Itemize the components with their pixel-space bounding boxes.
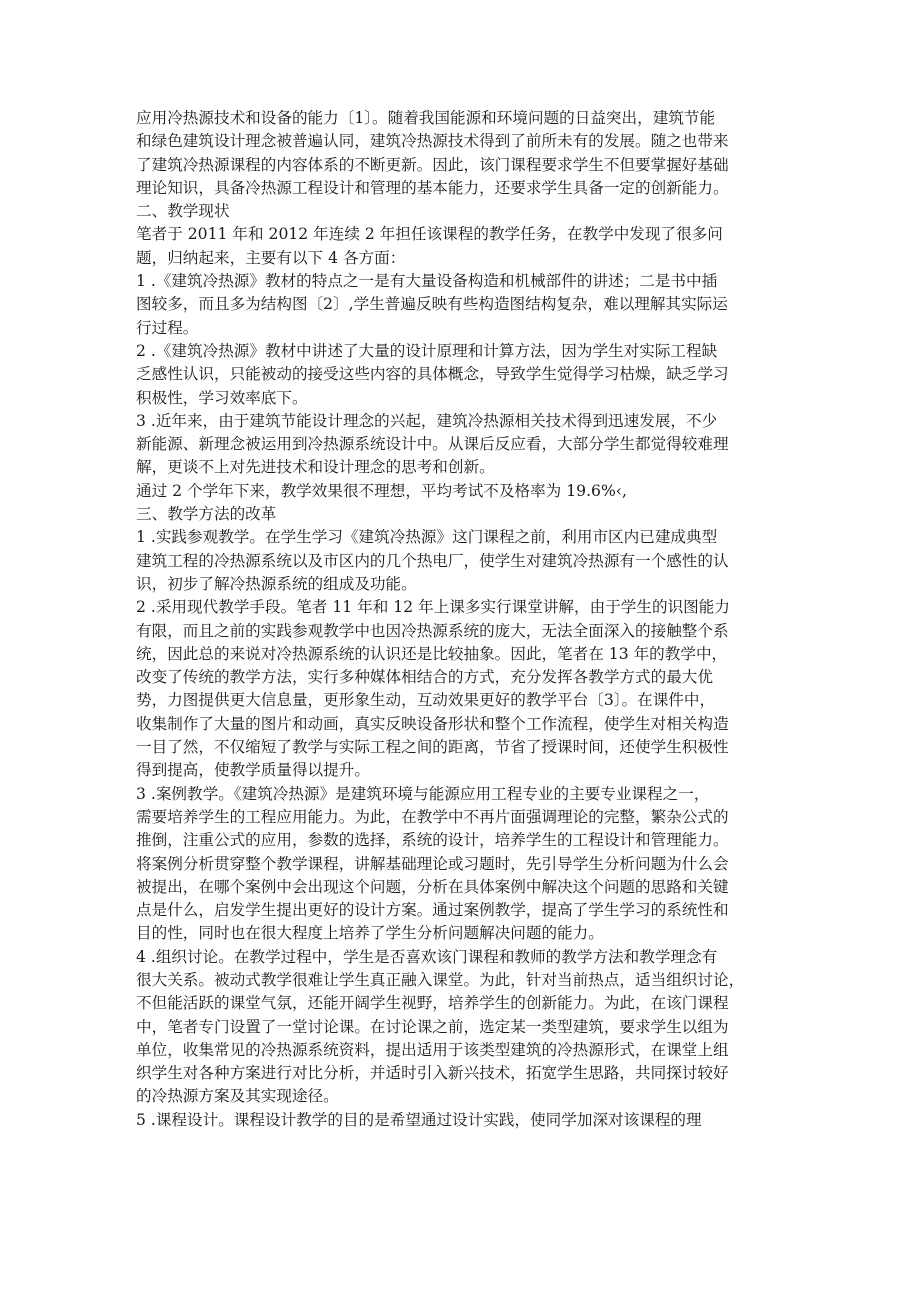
text-line: 和绿色建筑设计理念被普遍认同，建筑冷热源技术得到了前所未有的发展。随之也带来 (136, 132, 729, 151)
text-line: 3 .近年来，由于建筑节能设计理念的兴起，建筑冷热源相关技术得到迅速发展，不少 (136, 411, 718, 430)
text-line: 解，更谈不上对先进技术和设计理念的思考和创新。 (136, 458, 495, 477)
text-line: 有限，而且之前的实践参观教学中也因冷热源系统的庞大，无法全面深入的接触整个系 (136, 621, 729, 640)
text-line: 图较多，而且多为结构图〔2〕,学生普遍反映有些构造图结构复杂，难以理解其实际运 (136, 295, 728, 314)
document-body (136, 107, 796, 1132)
text-line: 笔者于 2011 年和 2012 年连续 2 年担任该课程的教学任务，在教学中发现了很多问 (136, 225, 723, 244)
text-line: 题，归纳起来，主要有以下 4 各方面： (136, 248, 406, 267)
text-line: 理论知识，具备冷热源工程设计和管理的基本能力，还要求学生具备一定的创新能力。 (136, 178, 729, 197)
text-line: 目的性，同时也在很大程度上培养了学生分析问题解决问题的能力。 (136, 924, 604, 943)
text-line: 推倒，注重公式的应用，参数的选择，系统的设计，培养学生的工程设计和管理能力。 (136, 831, 729, 850)
text-line: 2 .《建筑冷热源》教材中讲述了大量的设计原理和计算方法，因为学生对实际工程缺 (136, 341, 718, 360)
text-line: 需要培养学生的工程应用能力。为此，在教学中不再片面强调理论的完整，繁杂公式的 (136, 807, 729, 826)
text-line: 应用冷热源技术和设备的能力〔1〕。随着我国能源和环境问题的日益突出，建筑节能 (136, 109, 716, 127)
text-line: 2 .采用现代教学手段。笔者 11 年和 12 年上课多实行课堂讲解，由于学生的识图能力 (136, 598, 730, 617)
text-line: 行过程。 (136, 318, 199, 337)
text-line: 势，力图提供更大信息量，更形象生动，互动效果更好的教学平台〔3〕。在课件中， (136, 691, 716, 710)
text-line: 将案例分析贯穿整个教学课程，讲解基础理论或习题时，先引导学生分析问题为什么会 (136, 854, 729, 873)
text-line: 织学生对各种方案进行对比分析，并适时引入新兴技术，拓宽学生思路，共同探讨较好 (136, 1064, 729, 1083)
text-line: 统，因此总的来说对冷热源系统的认识还是比较抽象。因此，笔者在 13 年的教学中， (136, 644, 728, 663)
text-line: 1 .《建筑冷热源》教材的特点之一是有大量设备构造和机械部件的讲述；二是书中插 (136, 272, 718, 291)
text-line: 收集制作了大量的图片和动画，真实反映设备形状和整个工作流程，使学生对相关构造 (136, 714, 729, 733)
text-line: 建筑工程的冷热源系统以及市区内的几个热电厂，使学生对建筑冷热源有一个感性的认 (136, 551, 729, 570)
text-line: 通过 2 个学年下来，教学效果很不理想，平均考试不及格率为 19.6%‹, (136, 481, 627, 500)
text-line: 3 .案例教学。《建筑冷热源》是建筑环境与能源应用工程专业的主要专业课程之一， (136, 784, 710, 803)
text-line: 单位，收集常见的冷热源系统资料，提出适用于该类型建筑的冷热源形式，在课堂上组 (136, 1040, 729, 1059)
text-line: 中，笔者专门设置了一堂讨论课。在讨论课之前，选定某一类型建筑，要求学生以组为 (136, 1017, 729, 1036)
text-line: 点是什么，启发学生提出更好的设计方案。通过案例教学，提高了学生学习的系统性和 (136, 901, 729, 920)
text-line: 4 .组织讨论。在教学过程中，学生是否喜欢该门课程和教师的教学方法和教学理念有 (136, 947, 718, 966)
text-line: 很大关系。被动式教学很难让学生真正融入课堂。为此，针对当前热点，适当组织讨论， (136, 970, 745, 989)
text-line: 改变了传统的教学方法，实行多种媒体相结合的方式，充分发挥各教学方式的最大优 (136, 668, 713, 687)
section-heading: 二、教学现状 (136, 202, 230, 221)
text-line: 5 .课程设计。课程设计教学的目的是希望通过设计实践，使同学加深对该课程的理 (136, 1110, 702, 1129)
text-line: 的冷热源方案及其实现途径。 (136, 1087, 339, 1106)
text-line: 被提出，在哪个案例中会出现这个问题，分析在具体案例中解决这个问题的思路和关键 (136, 877, 729, 896)
text-line: 不但能活跃的课堂气氛，还能开阔学生视野，培养学生的创新能力。为此，在该门课程 (136, 994, 729, 1013)
section-heading: 三、教学方法的改革 (136, 505, 277, 524)
text-line: 乏感性认识，只能被动的接受这些内容的具体概念，导致学生觉得学习枯燥，缺乏学习 (136, 365, 729, 384)
text-line: 1 .实践参观教学。在学生学习《建筑冷热源》这门课程之前，利用市区内已建成典型 (136, 528, 718, 547)
text-line: 得到提高，使教学质量得以提升。 (136, 761, 370, 780)
text-line: 积极性，学习效率底下。 (136, 388, 308, 407)
text-line: 了建筑冷热源课程的内容体系的不断更新。因此，该门课程要求学生不但要掌握好基础 (136, 155, 729, 174)
text-line: 新能源、新理念被运用到冷热源系统设计中。从课后反应看，大部分学生都觉得较难理 (136, 435, 729, 454)
text-line: 识，初步了解冷热源系统的组成及功能。 (136, 574, 417, 593)
text-line: 一目了然，不仅缩短了教学与实际工程之间的距离，节省了授课时间，还使学生积极性 (136, 738, 729, 757)
